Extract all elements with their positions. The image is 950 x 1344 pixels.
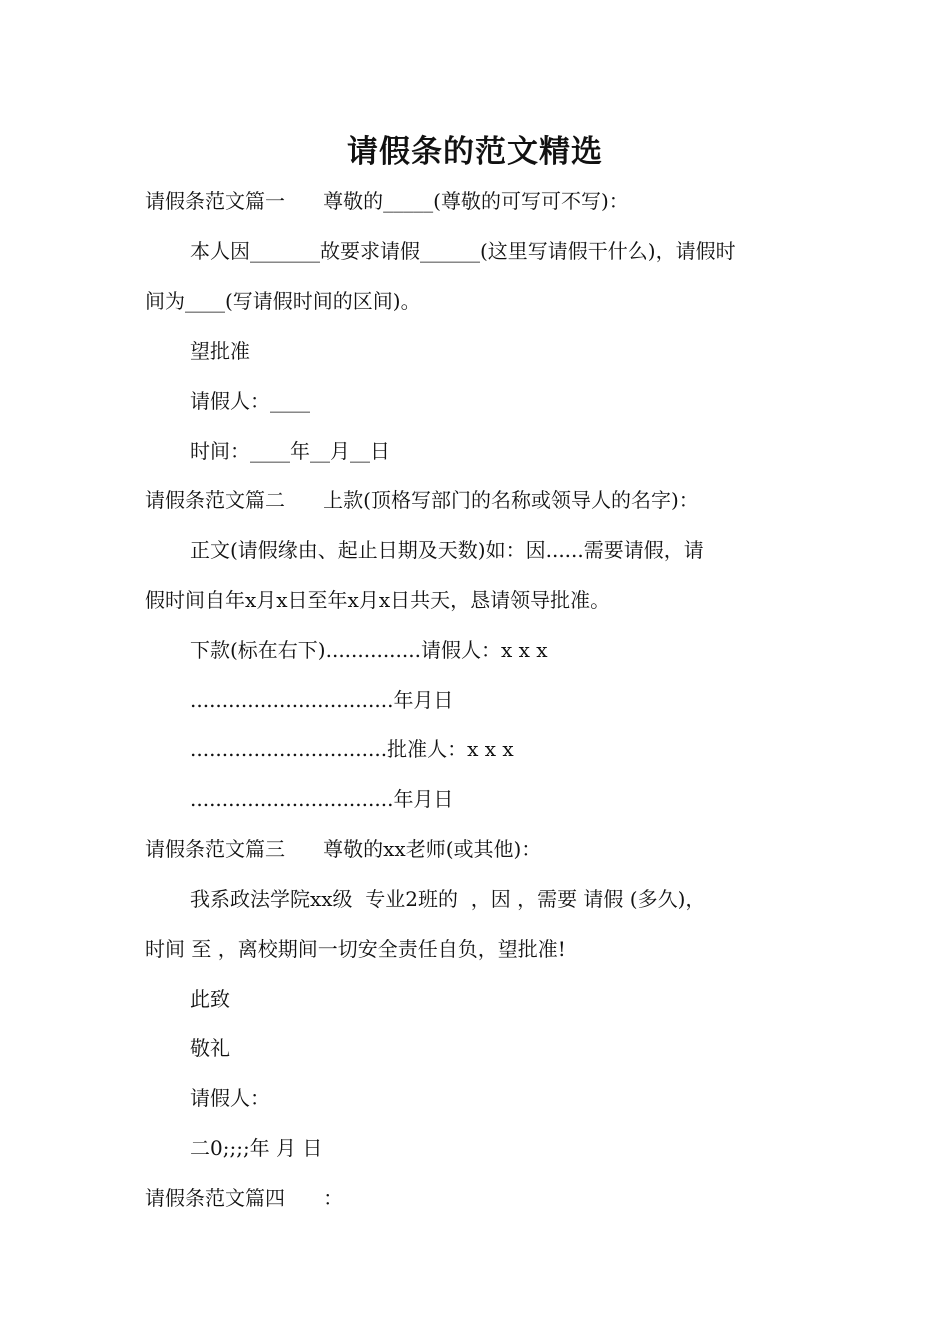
section-three-heading: 请假条范文篇三 尊敬的xx老师(或其他)：	[145, 837, 542, 861]
paragraph-line: 下款(标在右下)...............请假人：x x x	[190, 638, 548, 662]
paragraph-line: ................................年月日	[190, 787, 454, 811]
paragraph-line: 二0;;;;年 月 日	[190, 1136, 323, 1160]
paragraph-line: 时间：____年__月__日	[190, 439, 390, 463]
section-two-heading: 请假条范文篇二 上款(顶格写部门的名称或领导人的名字)：	[145, 488, 699, 512]
paragraph-line: 请假人：____	[190, 389, 310, 413]
section-one-heading: 请假条范文篇一 尊敬的_____(尊敬的可写可不写)：	[145, 189, 629, 213]
document-title: 请假条的范文精选	[347, 134, 603, 170]
paragraph-line: 间为____(写请假时间的区间)。	[145, 289, 421, 313]
paragraph-line: 请假人：	[190, 1086, 270, 1110]
section-four-heading: 请假条范文篇四 ：	[145, 1186, 344, 1210]
paragraph-line: 此致	[190, 987, 230, 1011]
paragraph-line: 望批准	[190, 339, 250, 363]
paragraph-line: 假时间自年x月x日至年x月x日共天，恳请领导批准。	[145, 588, 611, 612]
paragraph-line: 正文(请假缘由、起止日期及天数)如：因......需要请假，请	[190, 538, 704, 562]
paragraph-line: 本人因_______故要求请假______(这里写请假干什么)，请假时	[190, 239, 736, 263]
paragraph-line: 敬礼	[190, 1036, 230, 1060]
paragraph-line: ................................年月日	[190, 688, 454, 712]
paragraph-line: ...............................批准人：x x x	[190, 737, 514, 761]
paragraph-line: 我系政法学院xx级 专业2班的 ，因 ，需要 请假 (多久)，	[190, 887, 706, 911]
paragraph-line: 时间 至 ，离校期间一切安全责任自负，望批准!	[145, 937, 566, 961]
